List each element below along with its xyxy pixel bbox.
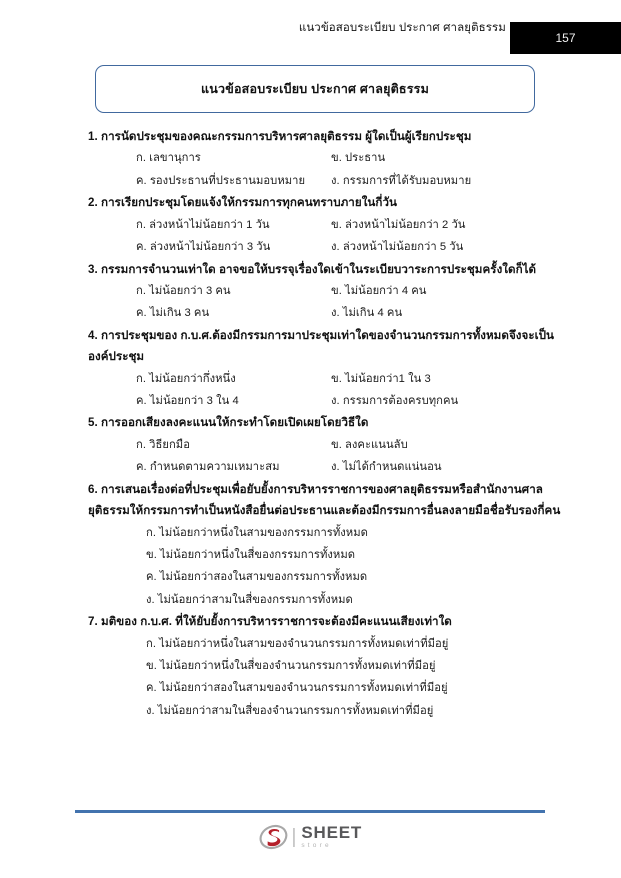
choice-option[interactable]: ข. ล่วงหน้าไม่น้อยกว่า 2 วัน xyxy=(331,218,466,231)
choice-option[interactable]: ง. กรรมการต้องครบทุกคน xyxy=(331,395,459,408)
choice-option[interactable]: ค. ไม่น้อยกว่า 3 ใน 4 xyxy=(136,395,239,408)
logo-s-icon xyxy=(259,824,287,850)
footer-divider xyxy=(75,810,545,813)
choice-option[interactable]: ข. ไม่น้อยกว่า1 ใน 3 xyxy=(331,372,431,385)
choice-option[interactable]: ข. ประธาน xyxy=(331,152,386,165)
question-block xyxy=(0,192,621,258)
question-text: 7. มติของ ก.บ.ศ. ที่ให้ยับยั้งการบริหารราชการจะต้องมีคะแนนเสียงเท่าใด xyxy=(88,615,452,629)
logo-divider xyxy=(293,828,294,847)
page-title: แนวข้อสอบระเบียบ ประกาศ ศาลยุติธรรม xyxy=(200,82,430,96)
question-text: 4. การประชุมของ ก.บ.ศ.ต้องมีกรรมการมาประชุมเท่าใดของจำนวนกรรมการทั้งหมดจึงจะเป็นองค์ประชุม xyxy=(88,328,555,364)
question-block xyxy=(0,412,621,478)
choice-option[interactable]: ค. กำหนดตามความเหมาะสม xyxy=(136,461,280,474)
logo-secondary-text: store xyxy=(301,842,332,850)
choice-option[interactable]: ง. ไม่ได้กำหนดแน่นอน xyxy=(331,461,442,474)
logo-wordmark xyxy=(301,824,362,850)
page-header xyxy=(0,0,621,50)
choice-option[interactable]: ค. ล่วงหน้าไม่น้อยกว่า 3 วัน xyxy=(136,241,271,254)
choices-grid xyxy=(88,280,561,325)
choice-option[interactable]: ข. ลงคะแนนลับ xyxy=(331,438,408,451)
choice-option[interactable]: ง. ไม่เกิน 4 คน xyxy=(331,307,403,320)
choice-option[interactable]: ก. ไม่น้อยกว่า 3 คน xyxy=(136,284,231,297)
choice-option[interactable]: ค. ไม่น้อยกว่าสองในสามของจำนวนกรรมการทั้งหมดเท่าที่มีอยู่ xyxy=(146,682,448,695)
question-text: 5. การออกเสียงลงคะแนนให้กระทำโดยเปิดเผยโดยวิธีใด xyxy=(88,416,369,430)
page-number-badge: 157 xyxy=(510,22,621,54)
choice-option[interactable]: ก. ไม่น้อยกว่าหนึ่งในสามของจำนวนกรรมการทั้งหมดเท่าที่มีอยู่ xyxy=(146,637,449,650)
choices-list xyxy=(88,522,561,612)
choices-grid xyxy=(88,368,561,413)
choice-option[interactable]: ง. ไม่น้อยกว่าสามในสี่ของกรรมการทั้งหมด xyxy=(146,593,353,606)
sheet-store-logo xyxy=(259,822,362,852)
choice-option[interactable]: ง. ไม่น้อยกว่าสามในสี่ของจำนวนกรรมการทั้งหมดเท่าที่มีอยู่ xyxy=(146,704,434,717)
choice-option[interactable]: ง. กรรมการที่ได้รับมอบหมาย xyxy=(331,174,472,187)
choices-grid xyxy=(88,214,561,259)
question-block xyxy=(0,611,621,722)
logo-primary-text: SHEET xyxy=(301,823,363,843)
choice-option[interactable]: ค. ไม่น้อยกว่าสองในสามของกรรมการทั้งหมด xyxy=(146,571,368,584)
question-text: 1. การนัดประชุมของคณะกรรมการบริหารศาลยุติธรรม ผู้ใดเป็นผู้เรียกประชุม xyxy=(88,130,472,143)
choices-list xyxy=(88,633,561,723)
choice-option[interactable]: ก. วิธียกมือ xyxy=(136,438,190,451)
choice-option[interactable]: ค. ไม่เกิน 3 คน xyxy=(136,307,210,320)
choice-option[interactable]: ข. ไม่น้อยกว่า 4 คน xyxy=(331,284,427,297)
question-text: 6. การเสนอเรื่องต่อที่ประชุมเพื่อยับยั้งการบริหารราชการของศาลยุติธรรมหรือสำนักงานศาลยุติธรรมให้กรรมการทำเป็นหนังสือยื่นต่อประธานและต้องมีกรรมการอื่นลงลายมือชื่อรับรองกี่คน xyxy=(88,482,561,518)
choice-option[interactable]: ก. ไม่น้อยกว่ากึ่งหนึ่ง xyxy=(136,372,236,385)
choices-grid xyxy=(88,147,561,192)
question-list xyxy=(0,126,621,722)
choice-option[interactable]: ก. ล่วงหน้าไม่น้อยกว่า 1 วัน xyxy=(136,218,270,231)
choices-grid xyxy=(88,434,561,479)
question-block xyxy=(0,126,621,192)
title-box xyxy=(95,65,535,113)
choice-option[interactable]: ก. ไม่น้อยกว่าหนึ่งในสามของกรรมการทั้งหมด xyxy=(146,526,368,539)
running-title: แนวข้อสอบระเบียบ ประกาศ ศาลยุติธรรม xyxy=(298,22,506,34)
choice-option[interactable]: ง. ล่วงหน้าไม่น้อยกว่า 5 วัน xyxy=(331,241,464,254)
choice-option[interactable]: ข. ไม่น้อยกว่าหนึ่งในสี่ของกรรมการทั้งหมด xyxy=(146,548,356,561)
choice-option[interactable]: ก. เลขานุการ xyxy=(136,152,201,165)
page-footer xyxy=(0,800,621,878)
question-block xyxy=(0,479,621,612)
question-text: 3. กรรมการจำนวนเท่าใด อาจขอให้บรรจุเรื่องใดเข้าในระเบียบวาระการประชุมครั้งใดก็ได้ xyxy=(88,262,537,276)
choice-option[interactable]: ค. รองประธานที่ประธานมอบหมาย xyxy=(136,174,306,187)
question-block xyxy=(0,325,621,413)
question-block xyxy=(0,259,621,325)
question-text: 2. การเรียกประชุมโดยแจ้งให้กรรมการทุกคนทราบภายในกี่วัน xyxy=(88,196,397,210)
choice-option[interactable]: ข. ไม่น้อยกว่าหนึ่งในสี่ของจำนวนกรรมการทั้งหมดเท่าที่มีอยู่ xyxy=(146,660,436,673)
